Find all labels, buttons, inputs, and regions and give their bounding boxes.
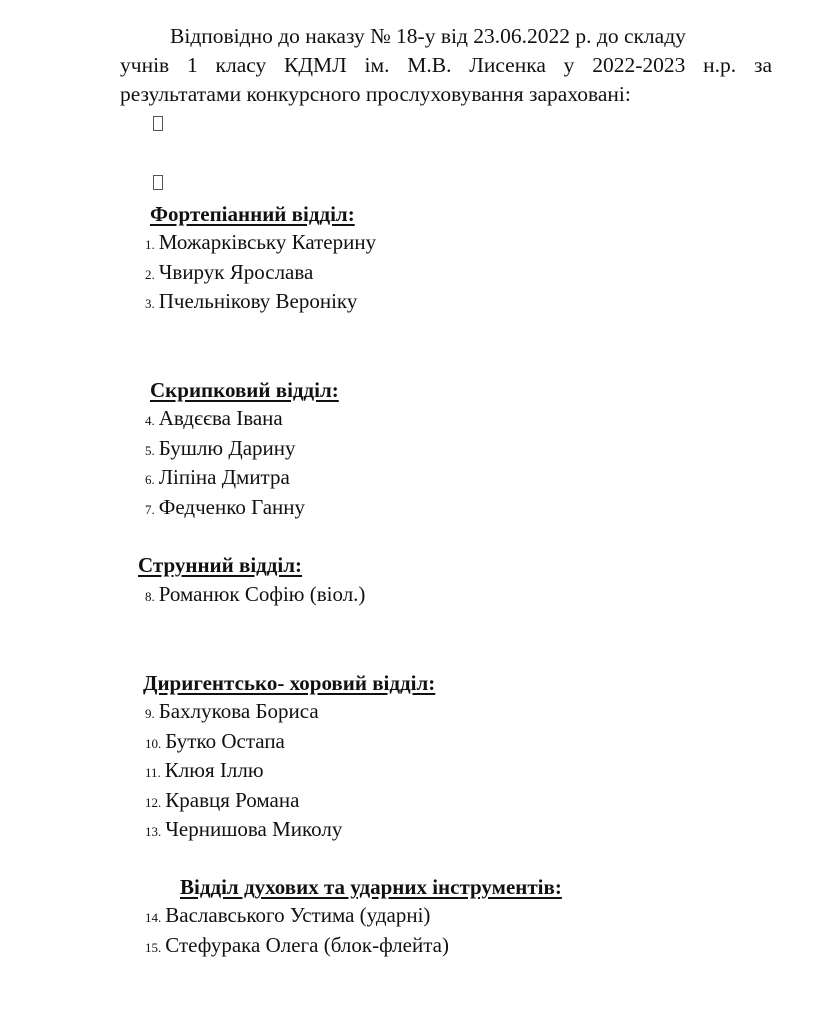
list-item	[145, 699, 342, 729]
missing-glyph-box	[153, 116, 163, 131]
student-name: Чвирук Ярослава	[158, 259, 314, 284]
list-item	[145, 903, 449, 933]
student-list-choral	[145, 699, 342, 847]
student-name: Авдєєва Івана	[158, 406, 283, 430]
student-name: Бушлю Дарину	[158, 435, 296, 460]
item-number: 3.	[145, 296, 155, 311]
list-item	[145, 758, 342, 788]
intro-word: класу	[215, 53, 267, 77]
list-item	[145, 788, 342, 818]
section-heading-strings: Струнний відділ:	[138, 553, 303, 577]
intro-paragraph	[120, 22, 772, 109]
student-name: Стефурака Олега (блок-флейта)	[165, 932, 449, 957]
list-item	[145, 436, 305, 466]
student-name: Романюк Софію (віол.)	[158, 582, 366, 606]
intro-word: у	[563, 53, 575, 77]
student-list-violin	[145, 406, 305, 524]
student-name: Бахлукова Бориса	[158, 699, 319, 723]
intro-word: учнів	[120, 53, 170, 77]
list-item	[145, 495, 305, 525]
intro-word: за	[753, 53, 772, 77]
intro-word: М.В.	[407, 53, 452, 77]
item-number: 8.	[145, 589, 155, 604]
section-heading-wind-percussion: Відділ духових та ударних інструментів:	[180, 875, 562, 899]
item-number: 12.	[145, 794, 162, 810]
item-number: 11.	[145, 765, 161, 780]
item-number: 2.	[145, 266, 155, 282]
item-number: 7.	[145, 501, 155, 517]
list-item	[145, 289, 376, 319]
list-item	[145, 465, 305, 495]
student-name: Бутко Остапа	[165, 728, 285, 753]
intro-word: н.р.	[703, 53, 737, 77]
student-name: Федченко Ганну	[158, 494, 305, 519]
section-heading-violin: Скрипковий відділ:	[150, 378, 339, 402]
intro-line-2	[120, 51, 772, 80]
item-number: 15.	[145, 939, 162, 955]
item-number: 4.	[145, 413, 155, 428]
item-number: 5.	[145, 442, 155, 458]
intro-word: 1	[186, 53, 198, 77]
student-name: Чернишова Миколу	[165, 817, 343, 841]
item-number: 9.	[145, 706, 155, 721]
list-item	[145, 582, 365, 612]
list-item	[145, 260, 376, 290]
intro-word: ім.	[364, 53, 390, 77]
student-list-strings	[145, 582, 365, 612]
item-number: 13.	[145, 824, 162, 839]
item-number: 6.	[145, 472, 155, 487]
section-heading-choral: Диригентсько- хоровий відділ:	[143, 671, 436, 695]
student-list-piano	[145, 230, 376, 319]
student-list-wind-percussion	[145, 903, 449, 962]
list-item	[145, 729, 342, 759]
student-name: Клюя Іллю	[164, 758, 264, 782]
student-name: Пчельнікову Вероніку	[158, 289, 358, 313]
student-name: Ваславського Устима (ударні)	[165, 903, 431, 927]
intro-line-1: Відповідно до наказу № 18-у від 23.06.2022 р. до складу	[170, 24, 686, 48]
item-number: 1.	[145, 237, 155, 252]
list-item	[145, 933, 449, 963]
intro-word: 2022-2023	[592, 53, 686, 77]
list-item	[145, 230, 376, 260]
list-item	[145, 406, 305, 436]
missing-glyph-box	[153, 175, 163, 190]
student-name: Ліпіна Дмитра	[158, 465, 290, 489]
intro-word: Лисенка	[469, 53, 546, 77]
section-heading-piano: Фортепіанний відділ:	[150, 202, 355, 226]
item-number: 14.	[145, 910, 162, 925]
student-name: Кравця Романа	[165, 787, 300, 812]
student-name: Можарківську Катерину	[158, 230, 377, 254]
intro-word: КДМЛ	[284, 53, 347, 77]
item-number: 10.	[145, 735, 162, 751]
list-item	[145, 817, 342, 847]
intro-line-3: результатами конкурсного прослуховування зараховані:	[120, 82, 631, 106]
